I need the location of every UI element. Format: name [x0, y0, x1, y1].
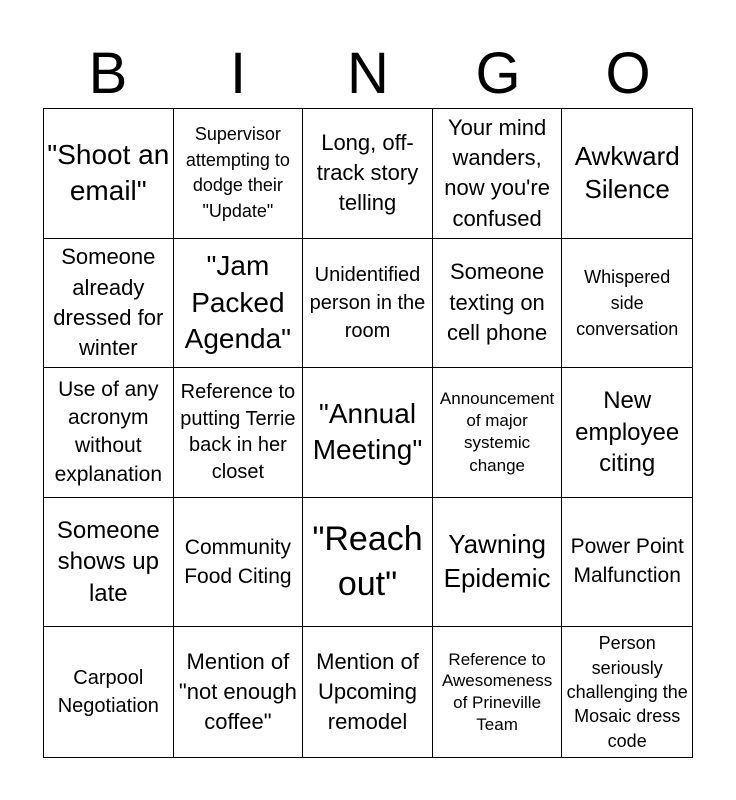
cell-label: Person seriously challenging the Mosaic dress code	[566, 633, 688, 751]
cell-label: "Jam Packed Agenda"	[184, 250, 292, 355]
cell-label: Community Food Citing	[184, 535, 292, 589]
bingo-cell[interactable]	[303, 627, 433, 757]
cell-label: Your mind wanders, now you're confused	[444, 114, 550, 231]
bingo-cell[interactable]	[44, 239, 174, 369]
cell-label: Reference to Awesomeness of Prineville Team	[441, 649, 553, 734]
header-letter-g: G	[475, 41, 521, 106]
cell-label: Mention of "not enough coffee"	[178, 648, 297, 735]
bingo-cell[interactable]	[174, 627, 304, 757]
bingo-cell[interactable]	[44, 498, 174, 628]
bingo-cell[interactable]	[433, 368, 563, 498]
header-letter-n: N	[347, 41, 389, 106]
cell-label: Someone shows up late	[56, 516, 160, 607]
cell-label: New employee citing	[575, 386, 680, 478]
bingo-cell[interactable]	[44, 109, 174, 239]
bingo-cell[interactable]	[174, 109, 304, 239]
bingo-cell[interactable]	[174, 239, 304, 369]
bingo-cell[interactable]	[303, 109, 433, 239]
cell-label: Whispered side conversation	[576, 266, 679, 339]
bingo-cell[interactable]	[433, 239, 563, 369]
bingo-cell[interactable]	[44, 627, 174, 757]
bingo-cell[interactable]	[562, 239, 692, 369]
bingo-cell[interactable]	[562, 109, 692, 239]
bingo-cell[interactable]	[303, 498, 433, 628]
cell-label: "Reach out"	[312, 520, 423, 604]
cell-label: Announcement of major systemic change	[439, 389, 555, 475]
bingo-cell[interactable]	[174, 498, 304, 628]
cell-label: Yawning Epidemic	[443, 529, 551, 594]
bingo-cell[interactable]	[433, 627, 563, 757]
bingo-cell[interactable]	[562, 498, 692, 628]
bingo-cell[interactable]	[303, 368, 433, 498]
header-letter-o: O	[605, 41, 651, 106]
cell-label: Someone texting on cell phone	[446, 259, 548, 346]
cell-label: Unidentified person in the room	[309, 263, 426, 342]
bingo-cell[interactable]	[562, 368, 692, 498]
bingo-header	[43, 40, 693, 108]
cell-label: Mention of Upcoming remodel	[316, 648, 419, 735]
bingo-cell[interactable]	[433, 109, 563, 239]
cell-label: Carpool Negotiation	[57, 666, 159, 718]
cell-label: "Annual Meeting"	[312, 398, 423, 466]
cell-label: Awkward Silence	[574, 140, 680, 205]
cell-label: Reference to putting Terrie back in her closet	[180, 381, 296, 484]
header-letter-i: I	[229, 41, 247, 106]
header-letter-b: B	[88, 41, 128, 106]
cell-label: Use of any acronym without explanation	[54, 377, 162, 486]
cell-label: Supervisor attempting to dodge their "Update"	[185, 124, 290, 221]
cell-label: Someone already dressed for winter	[53, 244, 164, 361]
bingo-cell[interactable]	[44, 368, 174, 498]
bingo-cell[interactable]	[303, 239, 433, 369]
cell-label: Long, off-track story telling	[316, 129, 419, 216]
bingo-board	[43, 108, 693, 758]
bingo-cell[interactable]	[174, 368, 304, 498]
bingo-cell[interactable]	[433, 498, 563, 628]
bingo-cell[interactable]	[562, 627, 692, 757]
cell-label: Power Point Malfunction	[570, 535, 684, 588]
cell-label: "Shoot an email"	[47, 138, 170, 207]
